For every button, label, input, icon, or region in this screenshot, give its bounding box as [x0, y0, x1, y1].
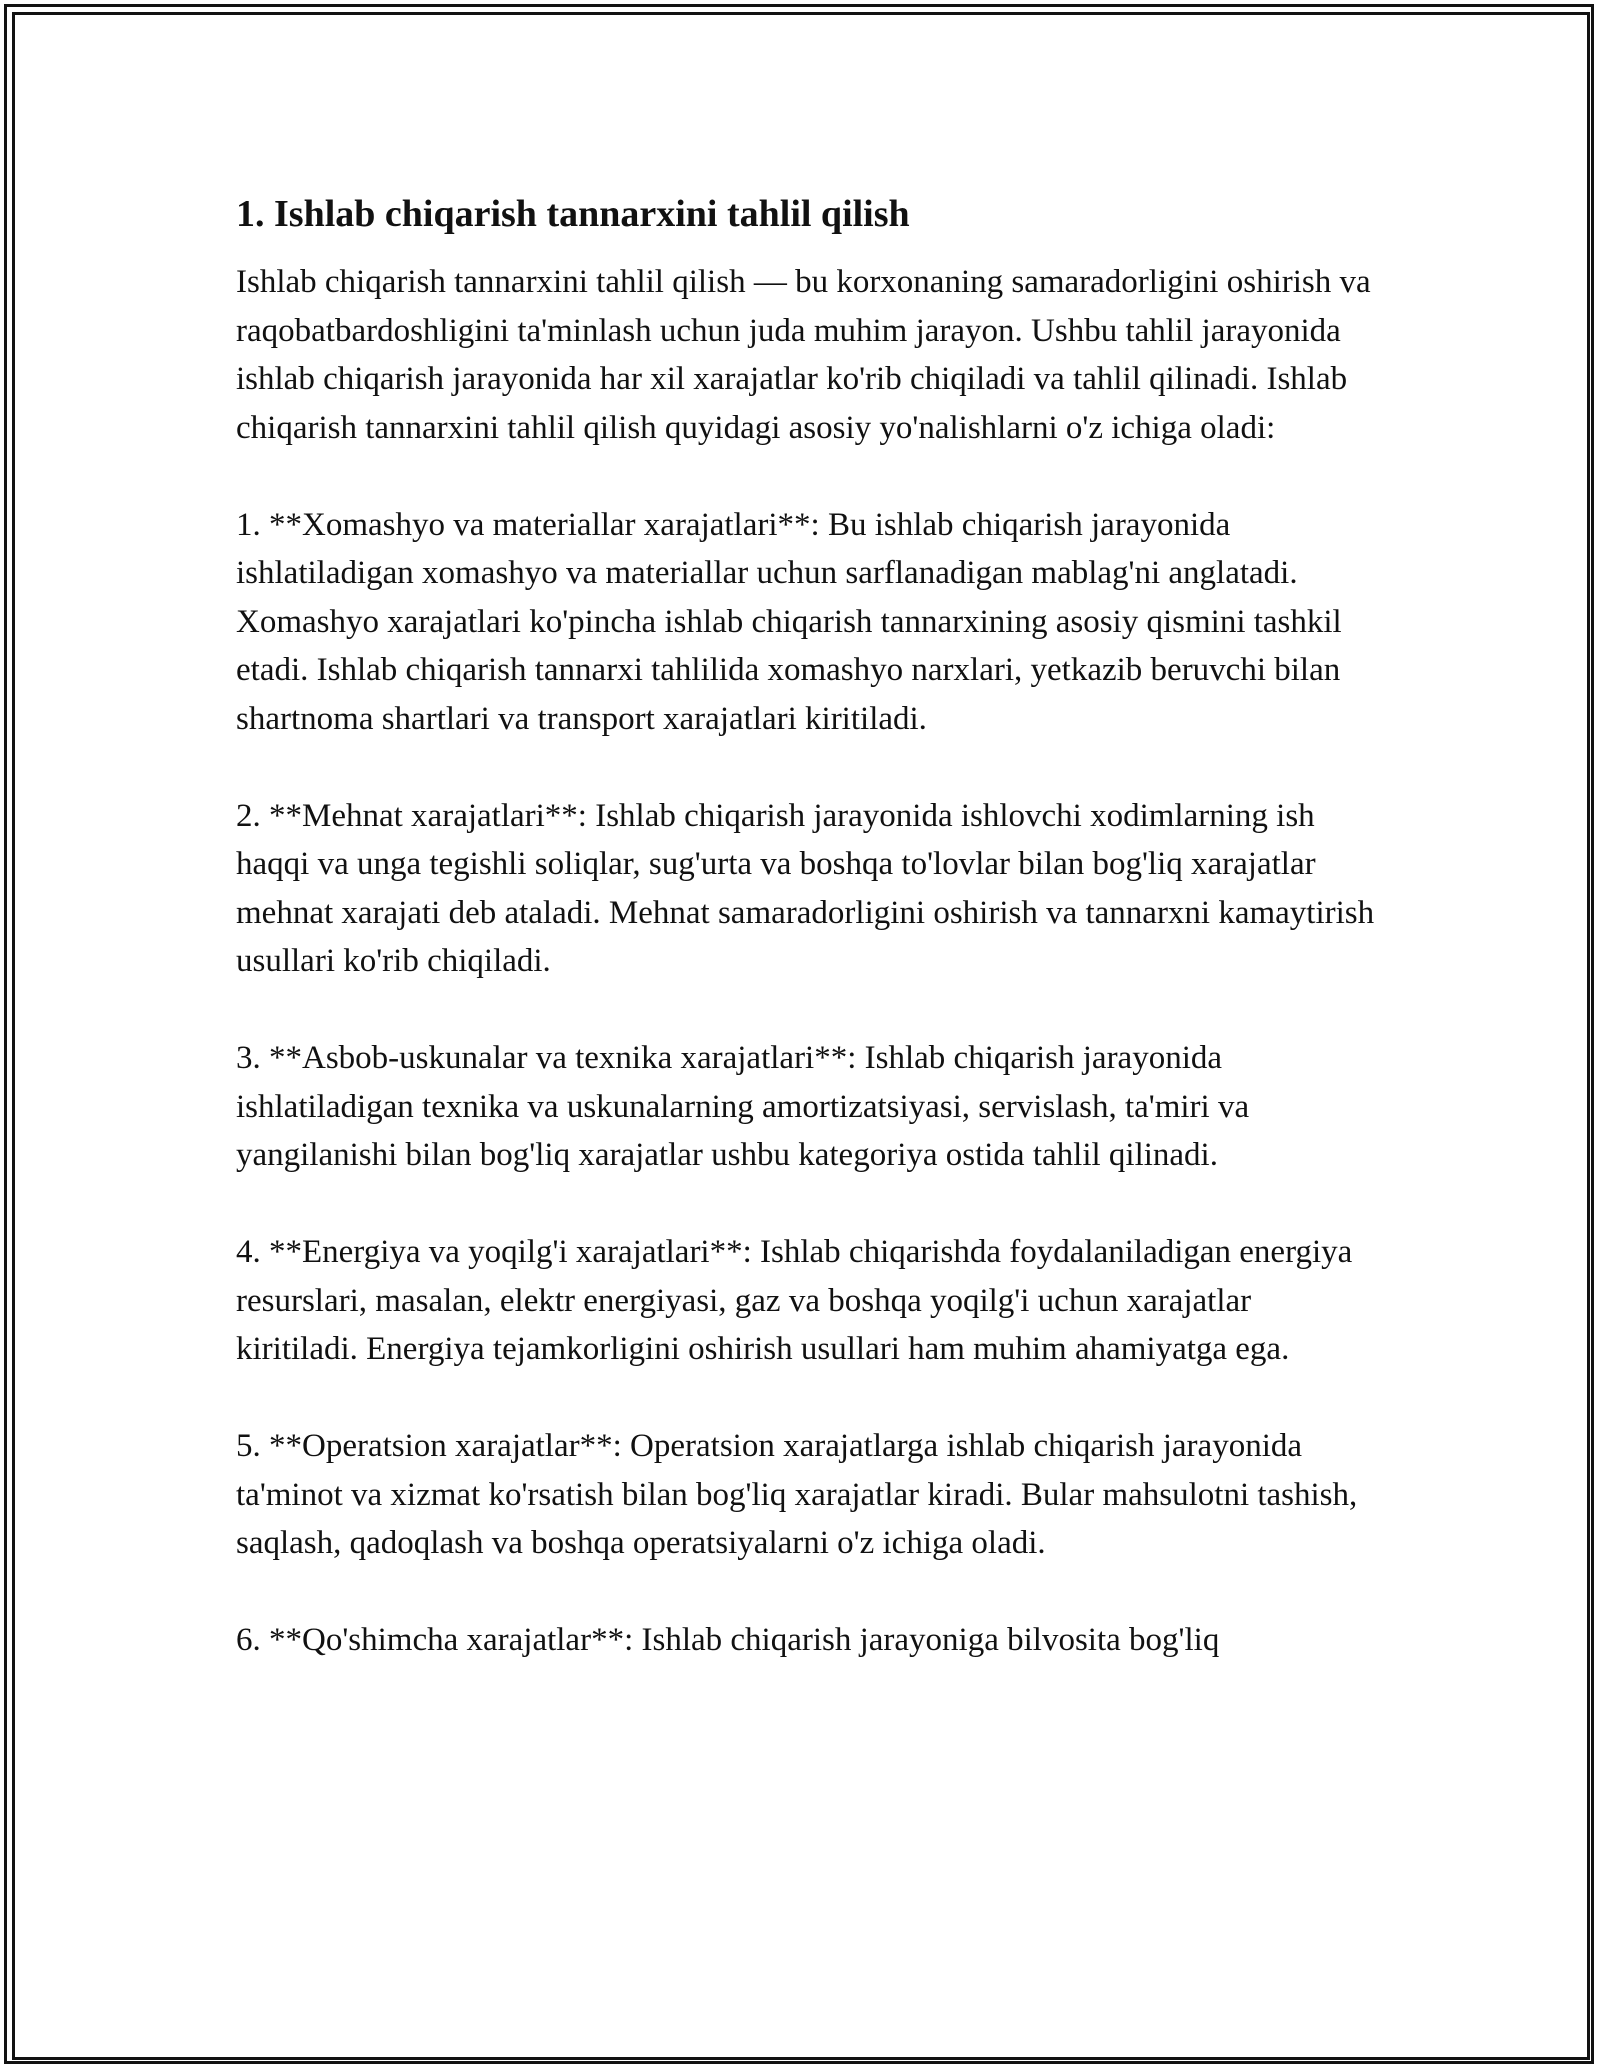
list-item-labor: 2. **Mehnat xarajatlari**: Ishlab chiqarish jarayonida ishlovchi xodimlarning ish haqqi va unga tegishli soliqlar, sug'urta va boshqa to'lovlar bilan bog'liq xarajatlar mehnat xarajati deb ataladi. Mehnat samaradorligini oshirish va tannarxni kamaytirish usullari ko'rib chiqiladi.: [236, 797, 1375, 979]
list-item-additional: 6. **Qo'shimcha xarajatlar**: Ishlab chiqarish jarayoniga bilvosita bog'liq: [236, 1622, 1220, 1658]
list-item-raw-materials: 1. **Xomashyo va materiallar xarajatlari**: Bu ishlab chiqarish jarayonida ishlatiladigan xomashyo va materiallar uchun sarflanadigan mablag'ni anglatadi. Xomashyo xarajatlari ko'pincha ishlab chiqarish tannarxining asosiy qismini tashkil etadi. Ishlab chiqarish tannarxi tahlilida xomashyo narxlari, yetkazib beruvchi bilan shartnoma shartlari va transport xarajatlari kiritiladi.: [236, 506, 1342, 737]
intro-paragraph: Ishlab chiqarish tannarxini tahlil qilish — bu korxonaning samaradorligini oshirish va raqobatbardoshligini ta'minlash uchun juda muhim jarayon. Ushbu tahlil jarayonida ishlab chiqarish jarayonida har xil xarajatlar ko'rib chiqiladi va tahlil qilinadi. Ishlab chiqarish tannarxini tahlil qilish quyidagi asosiy yo'nalishlarni o'z ichiga oladi:: [236, 264, 1371, 446]
document-title: 1. Ishlab chiqarish tannarxini tahlil qilish: [236, 193, 910, 235]
list-item-energy: 4. **Energiya va yoqilg'i xarajatlari**: Ishlab chiqarishda foydalaniladigan energiya resurslari, masalan, elektr energiyasi, gaz va boshqa yoqilg'i uchun xarajatlar kiritiladi. Energiya tejamkorligini oshirish usullari ham muhim ahamiyatga ega.: [236, 1234, 1353, 1367]
list-item-equipment: 3. **Asbob-uskunalar va texnika xarajatlari**: Ishlab chiqarish jarayonida ishlatiladigan texnika va uskunalarning amortizatsiyasi, servislash, ta'miri va yangilanishi bilan bog'liq xarajatlar ushbu kategoriya ostida tahlil qilinadi.: [236, 1040, 1250, 1173]
list-item-operational: 5. **Operatsion xarajatlar**: Operatsion xarajatlarga ishlab chiqarish jarayonida ta'minot va xizmat ko'rsatish bilan bog'liq xarajatlar kiradi. Bular mahsulotni tashish, saqlash, qadoqlash va boshqa operatsiyalarni o'z ichiga oladi.: [236, 1428, 1358, 1561]
document-body: [236, 188, 1376, 1713]
